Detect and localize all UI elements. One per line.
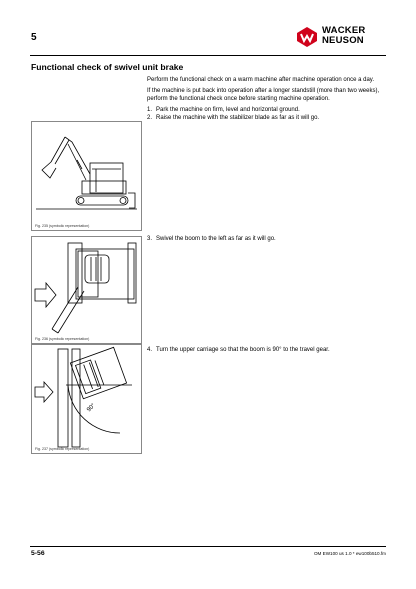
- excavator-side-illustration: [32, 122, 141, 230]
- step-3-item: [147, 235, 389, 244]
- wacker-neuson-logo: [296, 24, 388, 54]
- figure-236: [31, 236, 142, 344]
- logo-emblem-icon: [296, 26, 318, 48]
- intro-paragraph-1: Perform the functional check on a warm machine after machine operation once a day.: [147, 77, 375, 83]
- footer-divider: [30, 546, 386, 547]
- step-number: 1.: [147, 106, 153, 113]
- step-4-item: [147, 346, 389, 355]
- steps-list-1: [147, 106, 389, 123]
- excavator-top-view-boom-left-illustration: [32, 237, 141, 343]
- steps-list-2: [147, 235, 389, 244]
- step-text: Park the machine on firm, level and horizontal ground.: [156, 106, 300, 113]
- logo-line-2: NEUSON: [322, 35, 364, 46]
- excavator-top-view-boom-90-illustration: [32, 345, 141, 453]
- step-number: 4.: [147, 347, 153, 353]
- step-number: 2.: [147, 115, 153, 122]
- page-number: 5-56: [31, 550, 45, 557]
- section-title: Functional check of swivel unit brake: [31, 62, 184, 72]
- document-id: OM EW100 us 1.0 * ew100b510.fm: [313, 551, 386, 556]
- header-divider: [30, 55, 386, 56]
- step-1: [147, 106, 389, 115]
- step-4: [147, 346, 389, 355]
- logo-text: [322, 26, 365, 46]
- steps-list-3: [147, 346, 389, 355]
- figure-caption: Fig. 237 (symbolic representation): [35, 447, 90, 451]
- step-text: Turn the upper carriage so that the boom is 90° to the travel gear.: [156, 347, 330, 353]
- logo-line-1: WACKER: [322, 25, 366, 36]
- step-number: 3.: [147, 236, 153, 242]
- figure-caption: Fig. 236 (symbolic representation): [35, 337, 90, 341]
- step-3: [147, 235, 389, 244]
- step-text: Raise the machine with the stabilizer blade as far as it will go.: [156, 115, 320, 122]
- figure-235: [31, 121, 142, 231]
- angle-label: 90°: [86, 402, 97, 414]
- step-text: Swivel the boom to the left as far as it will go.: [156, 236, 276, 242]
- figure-caption: Fig. 235 (symbolic representation): [35, 224, 90, 228]
- figure-237: [31, 344, 142, 454]
- intro-paragraph-2: If the machine is put back into operation after a longer standstill (more than two weeks), perform the functional check once before starting machine operation.: [147, 87, 380, 103]
- step-2: [147, 114, 389, 123]
- chapter-number: 5: [31, 32, 37, 43]
- intro-text: [147, 76, 389, 123]
